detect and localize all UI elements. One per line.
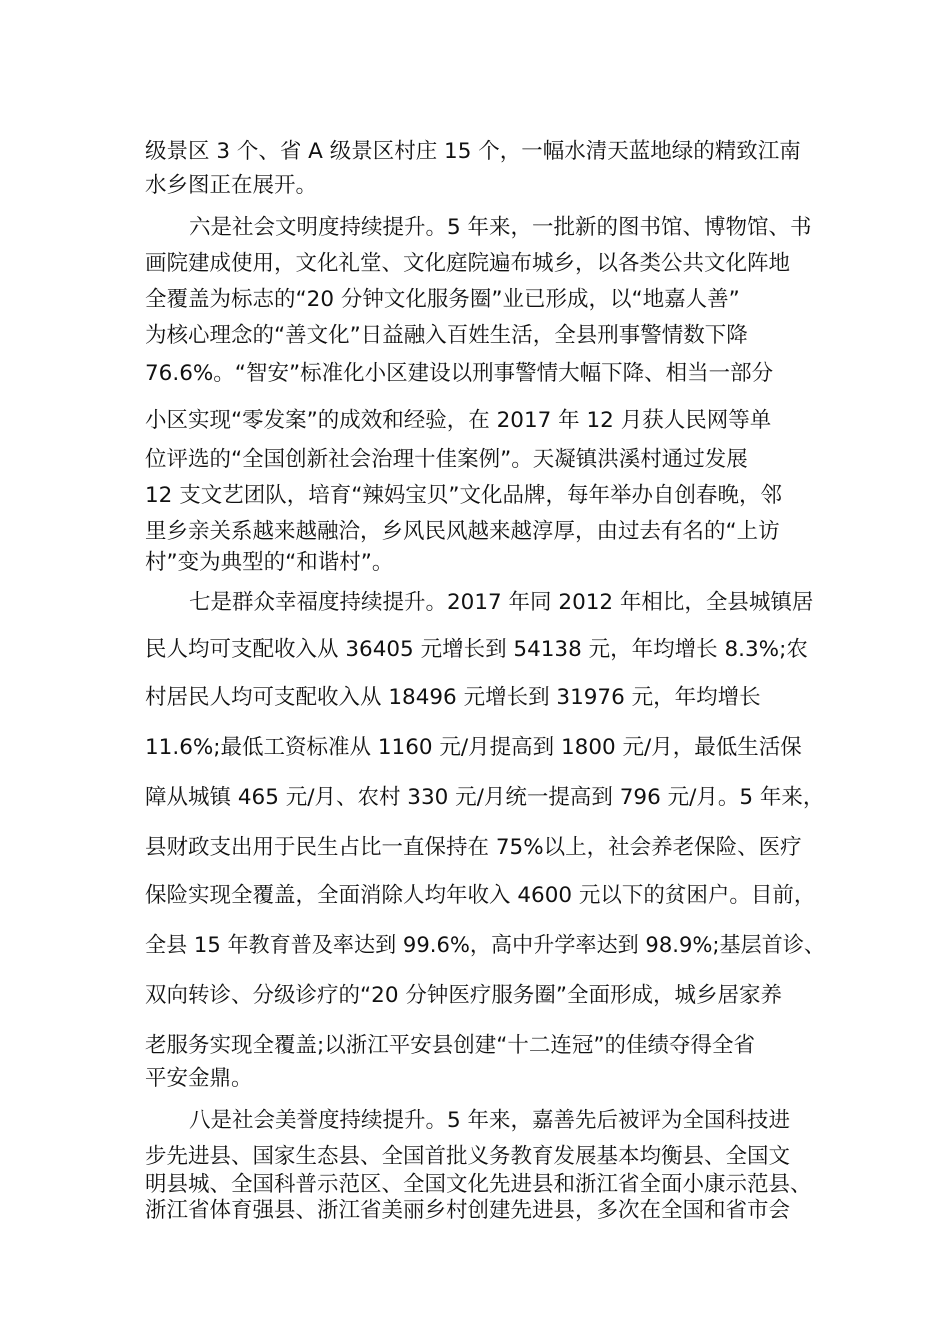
text-line: 明县城、全国科普示范区、全国文化先进县和浙江省全面小康示范县、 (145, 1172, 812, 1197)
text-line: 小区实现“零发案”的成效和经验，在 2017 年 12 月获人民网等单 (145, 408, 772, 433)
text-line: 障从城镇 465 元/月、农村 330 元/月统一提高到 796 元/月。5 年来， (145, 785, 825, 810)
text-line: 为核心理念的“善文化”日益融入百姓生活，全县刑事警情数下降 (145, 323, 748, 348)
paragraph-start-line: 八是社会美誉度持续提升。5 年来，嘉善先后被评为全国科技进 (189, 1108, 791, 1133)
text-line: 全覆盖为标志的“20 分钟文化服务圈”业已形成，以“地嘉人善” (145, 287, 740, 312)
paragraph-start-line: 七是群众幸福度持续提升。2017 年同 2012 年相比，全县城镇居 (189, 590, 814, 615)
text-line: 级景区 3 个、省 A 级景区村庄 15 个，一幅水清天蓝地绿的精致江南 (145, 139, 801, 164)
text-line: 12 支文艺团队，培育“辣妈宝贝”文化品牌，每年举办自创春晚，邻 (145, 483, 782, 508)
text-line: 水乡图正在展开。 (145, 173, 318, 198)
text-line: 画院建成使用，文化礼堂、文化庭院遍布城乡，以各类公共文化阵地 (145, 251, 791, 276)
text-line: 里乡亲关系越来越融洽，乡风民风越来越淳厚，由过去有名的“上访 (145, 519, 780, 544)
paragraph-start-line: 六是社会文明度持续提升。5 年来，一批新的图书馆、博物馆、书 (189, 215, 812, 240)
text-line: 位评选的“全国创新社会治理十佳案例”。天凝镇洪溪村通过发展 (145, 447, 748, 472)
text-line: 民人均可支配收入从 36405 元增长到 54138 元，年均增长 8.3%;农 (145, 637, 808, 662)
text-line: 11.6%;最低工资标准从 1160 元/月提高到 1800 元/月，最低生活保 (145, 735, 802, 760)
text-line: 村居民人均可支配收入从 18496 元增长到 31976 元，年均增长 (145, 685, 761, 710)
text-line: 76.6%。“智安”标准化小区建设以刑事警情大幅下降、相当一部分 (145, 361, 774, 386)
text-line: 全县 15 年教育普及率达到 99.6%，高中升学率达到 98.9%;基层首诊、 (145, 933, 826, 958)
text-line: 保险实现全覆盖，全面消除人均年收入 4600 元以下的贫困户。目前， (145, 883, 816, 908)
text-line: 县财政支出用于民生占比一直保持在 75%以上，社会养老保险、医疗 (145, 835, 802, 860)
text-line: 村”变为典型的“和谐村”。 (145, 550, 394, 575)
text-line: 步先进县、国家生态县、全国首批义务教育发展基本均衡县、全国文 (145, 1144, 791, 1169)
text-line: 老服务实现全覆盖;以浙江平安县创建“十二连冠”的佳绩夺得全省 (145, 1033, 756, 1058)
text-line: 浙江省体育强县、浙江省美丽乡村创建先进县，多次在全国和省市会 (145, 1198, 791, 1223)
text-line: 双向转诊、分级诊疗的“20 分钟医疗服务圈”全面形成，城乡居家养 (145, 983, 782, 1008)
text-line: 平安金鼎。 (145, 1066, 253, 1091)
